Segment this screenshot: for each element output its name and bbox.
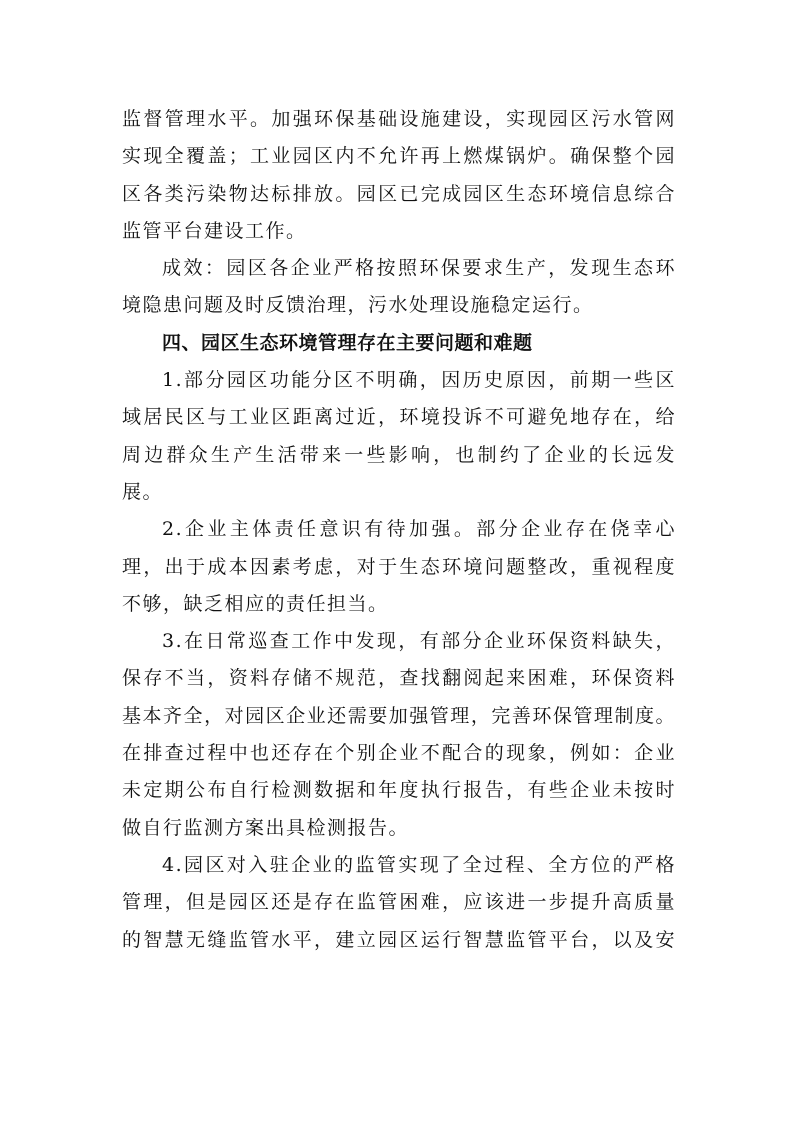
document-page: [122, 101, 676, 959]
text-line: 监督管理水平。加强环保基础设施建设，实现园区污水管网: [122, 108, 676, 130]
text-line: 区各类污染物达标排放。园区已完成园区生态环境信息综合: [122, 182, 676, 205]
text-line: 未定期公布自行检测数据和年度执行报告，有些企业未按时: [122, 779, 676, 802]
text-line: 实现全覆盖；工业园区内不允许再上燃煤锅炉。确保整个园: [122, 145, 676, 168]
text-line: 管理，但是园区还是存在监管困难，应该进一步提升高质量: [122, 891, 676, 914]
text-line: 做自行监测方案出具检测报告。: [122, 816, 410, 839]
text-line: 2.企业主体责任意识有待加强。部分企业存在侥幸心: [162, 518, 676, 541]
text-line: 理，出于成本因素考虑，对于生态环境问题整改，重视程度: [122, 555, 676, 578]
text-line: 展。: [122, 480, 164, 503]
text-line: 1.部分园区功能分区不明确，因历史原因，前期一些区: [162, 369, 676, 392]
text-line: 境隐患问题及时反馈治理，污水处理设施稳定运行。: [122, 294, 594, 317]
section-heading: 四、园区生态环境管理存在主要问题和难题: [162, 331, 533, 354]
text-line: 的智慧无缝监管水平，建立园区运行智慧监管平台，以及安: [122, 928, 676, 951]
text-line: 基本齐全，对园区企业还需要加强管理，完善环保管理制度。: [122, 704, 676, 727]
text-line: 周边群众生产生活带来一些影响，也制约了企业的长远发: [122, 443, 676, 466]
text-line: 成效：园区各企业严格按照环保要求生产，发现生态环: [162, 257, 676, 280]
text-line: 在排查过程中也还存在个别企业不配合的现象，例如：企业: [122, 742, 676, 765]
text-line: 不够，缺乏相应的责任担当。: [122, 592, 389, 615]
text-line: 监管平台建设工作。: [122, 219, 307, 242]
text-line: 4.园区对入驻企业的监管实现了全过程、全方位的严格: [162, 853, 676, 876]
text-line: 3.在日常巡查工作中发现，有部分企业环保资料缺失，: [162, 630, 676, 653]
text-line: 保存不当，资料存储不规范，查找翻阅起来困难，环保资料: [122, 667, 676, 690]
text-line: 域居民区与工业区距离过近，环境投诉不可避免地存在，给: [122, 406, 676, 429]
